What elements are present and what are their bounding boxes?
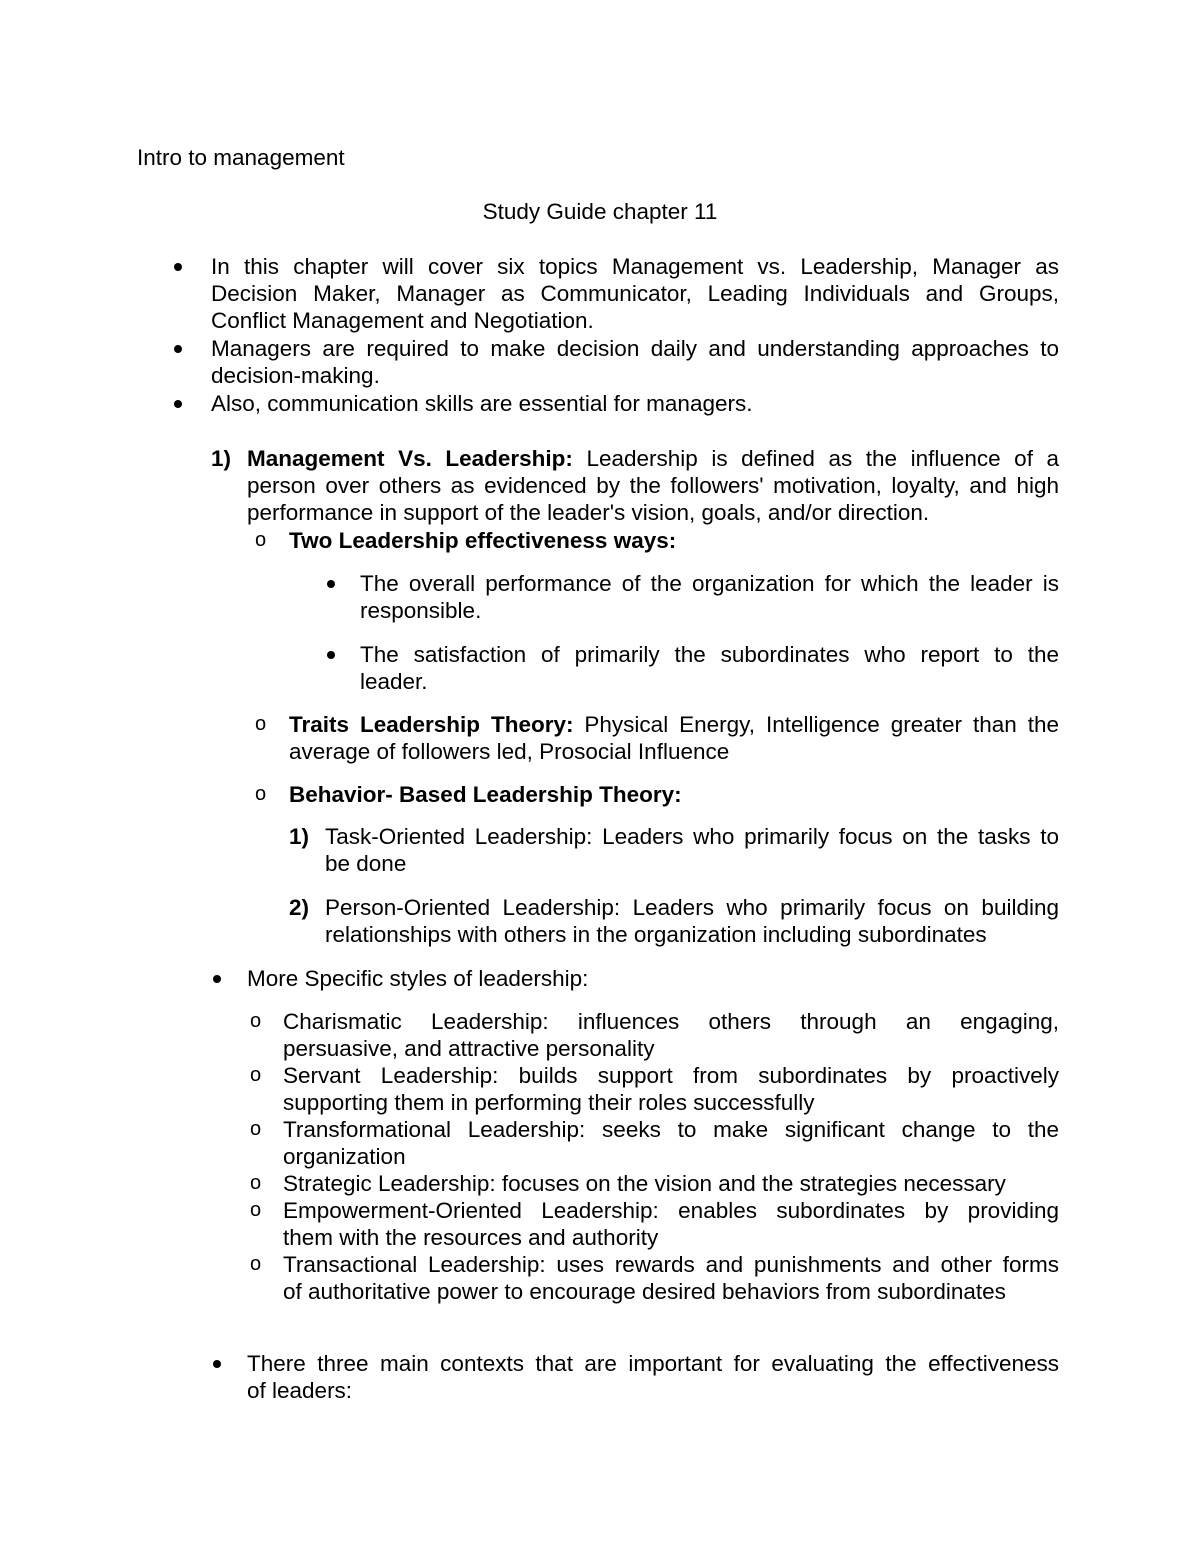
intro-bullet-3: Also, communication skills are essential for managers. — [211, 391, 753, 416]
circle-bullet-icon: o — [255, 713, 267, 735]
section-1-number: 1) — [211, 446, 232, 471]
style-charismatic-line-1: Charismatic Leadership: influences others through an engaging, — [283, 1009, 1059, 1034]
two-ways-item-2-line-2: leader. — [360, 669, 428, 694]
two-ways-item-2-line-1: The satisfaction of primarily the subordinates who report to the — [360, 642, 1059, 667]
styles-heading: More Specific styles of leadership: — [247, 966, 589, 991]
bullet-icon — [174, 345, 182, 353]
section-1-line-3: performance in support of the leader's vision, goals, and/or direction. — [247, 500, 930, 525]
two-ways-heading: Two Leadership effectiveness ways: — [289, 528, 677, 553]
bullet-icon — [174, 400, 182, 408]
intro-bullet-2-line-2: decision-making. — [211, 363, 380, 388]
behavior-item-2-number: 2) — [289, 895, 310, 920]
circle-bullet-icon: o — [250, 1253, 262, 1275]
traits-line-1 — [289, 711, 1059, 738]
circle-bullet-icon: o — [250, 1172, 262, 1194]
circle-bullet-icon: o — [250, 1118, 262, 1140]
contexts-line-1: There three main contexts that are important for evaluating the effectiveness — [247, 1351, 1059, 1376]
page-title: Study Guide chapter 11 — [482, 199, 718, 224]
contexts-line-2: of leaders: — [247, 1378, 353, 1403]
bullet-icon — [327, 580, 335, 588]
bullet-icon — [213, 975, 221, 983]
behavior-heading: Behavior- Based Leadership Theory: — [289, 782, 682, 807]
style-transactional-line-2: of authoritative power to encourage desired behaviors from subordinates — [283, 1279, 1006, 1304]
course-title: Intro to management — [137, 145, 345, 170]
behavior-item-1-line-2: be done — [325, 851, 407, 876]
two-ways-item-1-line-2: responsible. — [360, 598, 482, 623]
intro-bullet-1-line-3: Conflict Management and Negotiation. — [211, 308, 594, 333]
circle-bullet-icon: o — [250, 1199, 262, 1221]
style-transformational-line-1: Transformational Leadership: seeks to make significant change to the — [283, 1117, 1059, 1142]
section-1-line-2: person over others as evidenced by the followers' motivation, loyalty, and high — [247, 473, 1059, 498]
style-servant-line-1: Servant Leadership: builds support from subordinates by proactively — [283, 1063, 1059, 1088]
section-1-text: Leadership is defined as the influence of a — [572, 446, 1059, 471]
style-strategic: Strategic Leadership: focuses on the vision and the strategies necessary — [283, 1171, 1006, 1196]
circle-bullet-icon: o — [255, 783, 267, 805]
traits-heading: Traits Leadership Theory: — [289, 712, 574, 737]
bullet-icon — [174, 263, 182, 271]
intro-bullet-1-line-1: In this chapter will cover six topics Management vs. Leadership, Manager as — [211, 254, 1059, 279]
traits-line-2: average of followers led, Prosocial Influence — [289, 739, 730, 764]
circle-bullet-icon: o — [255, 529, 267, 551]
intro-bullet-2-line-1: Managers are required to make decision daily and understanding approaches to — [211, 336, 1059, 361]
style-transactional-line-1: Transactional Leadership: uses rewards and punishments and other forms — [283, 1252, 1059, 1277]
style-empowerment-line-2: them with the resources and authority — [283, 1225, 659, 1250]
style-empowerment-line-1: Empowerment-Oriented Leadership: enables subordinates by providing — [283, 1198, 1059, 1223]
circle-bullet-icon: o — [250, 1064, 262, 1086]
circle-bullet-icon: o — [250, 1010, 262, 1032]
two-ways-item-1-line-1: The overall performance of the organization for which the leader is — [360, 571, 1059, 596]
behavior-item-1-number: 1) — [289, 824, 310, 849]
intro-bullet-1-line-2: Decision Maker, Manager as Communicator, Leading Individuals and Groups, — [211, 281, 1059, 306]
section-1-heading: Management Vs. Leadership: — [247, 446, 573, 471]
style-charismatic-line-2: persuasive, and attractive personality — [283, 1036, 655, 1061]
behavior-item-2-line-2: relationships with others in the organization including subordinates — [325, 922, 987, 947]
style-servant-line-2: supporting them in performing their roles successfully — [283, 1090, 815, 1115]
style-transformational-line-2: organization — [283, 1144, 406, 1169]
behavior-item-1-line-1: Task-Oriented Leadership: Leaders who primarily focus on the tasks to — [325, 824, 1059, 849]
behavior-item-2-line-1: Person-Oriented Leadership: Leaders who primarily focus on building — [325, 895, 1059, 920]
bullet-icon — [327, 651, 335, 659]
traits-text: Physical Energy, Intelligence greater than the — [573, 712, 1059, 737]
section-1-line-1 — [247, 445, 1059, 472]
bullet-icon — [213, 1360, 221, 1368]
